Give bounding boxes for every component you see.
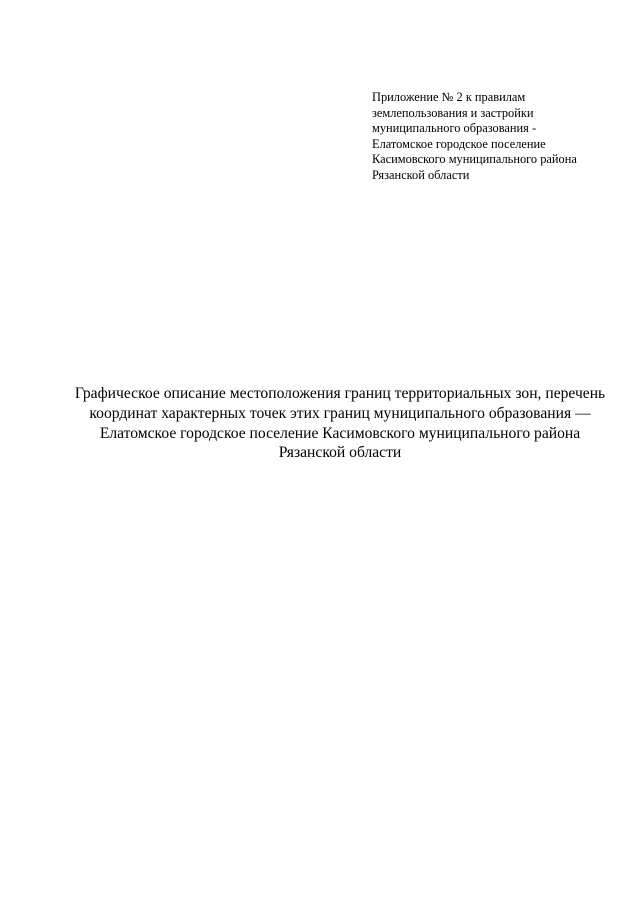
appendix-note: [372, 90, 622, 184]
title-line: Рязанской области: [278, 444, 402, 462]
appendix-line: землепользования и застройки: [372, 105, 534, 120]
document-title: [60, 384, 620, 463]
appendix-line: Рязанской области: [372, 167, 470, 182]
title-line: Елатомское городское поселение Касимовского муниципального района: [99, 424, 581, 442]
appendix-line: Касимовского муниципального района: [372, 152, 577, 167]
title-line: Графическое описание местоположения границ территориальных зон, перечень: [74, 385, 606, 402]
appendix-line: Приложение № 2 к правилам: [372, 90, 526, 104]
appendix-line: Елатомское городское поселение: [372, 136, 546, 151]
appendix-line: муниципального образования -: [372, 121, 537, 136]
title-line: координат характерных точек этих границ муниципального образования —: [89, 404, 591, 422]
